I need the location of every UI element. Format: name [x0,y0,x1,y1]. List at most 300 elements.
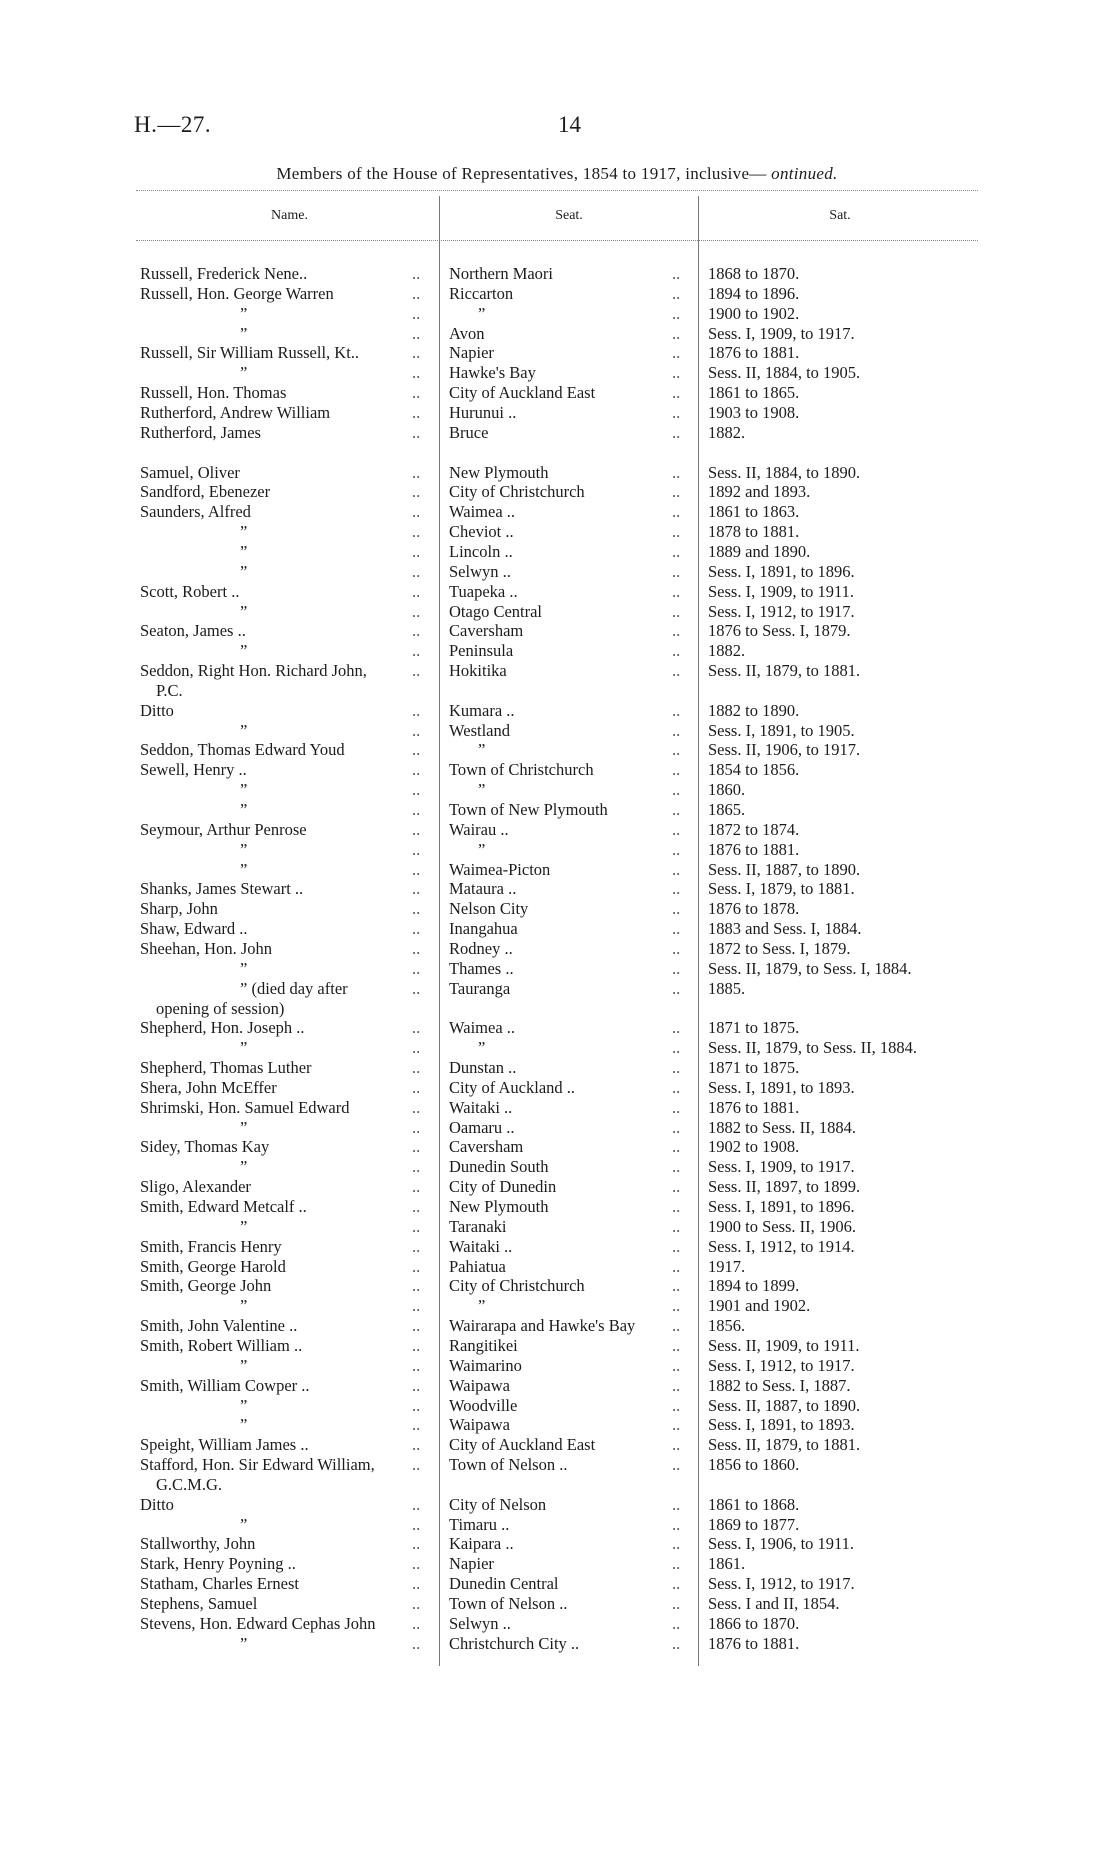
sat-cell: Sess. II, 1879, to Sess. II, 1884. [708,1038,917,1058]
leader-dots: .. [412,839,421,859]
seat-cell: Waimea-Picton [449,859,551,879]
member-name-cell: Shanks, James Stewart .. [140,879,304,899]
leader-dots: .. [672,1236,681,1256]
sat-cell: 1856. [708,1316,746,1336]
seat-cell: Town of Christchurch [449,760,594,780]
sat-cell: 1861 to 1863. [708,502,800,522]
leader-dots: .. [412,760,421,780]
leader-dots: .. [412,1157,421,1177]
leader-dots: .. [672,978,681,998]
leader-dots: .. [412,1455,421,1474]
leader-dots: .. [672,264,681,283]
seat-cell: Waimea .. [449,1018,516,1038]
leader-dots: .. [412,899,421,919]
leader-dots: .. [672,1077,681,1097]
sat-cell: 1902 to 1908. [708,1137,800,1157]
seat-cell: Otago Central [449,601,543,621]
sat-cell: Sess. I, 1912, to 1917. [708,1355,855,1375]
member-name-cell: Shepherd, Thomas Luther [140,1058,312,1077]
sat-cell: Sess. I, 1912, to 1914. [708,1236,855,1256]
sat-cell: 1882 to 1890. [708,700,800,720]
leader-dots: .. [412,1375,421,1395]
leader-dots: .. [412,1137,421,1157]
member-name-cell: Sligo, Alexander [140,1177,251,1197]
seat-cell: Hurunui .. [449,403,517,422]
leader-dots: .. [672,700,681,720]
leader-dots: .. [412,343,421,363]
leader-dots: .. [412,978,421,998]
member-name-cell: ” [240,323,248,343]
sat-cell: 1876 to 1881. [708,343,800,363]
sat-cell: Sess. I, 1909, to 1917. [708,1157,855,1177]
sat-cell: Sess. II, 1897, to 1899. [708,1177,861,1197]
leader-dots: .. [412,303,421,323]
member-name-cell: ” [240,1514,248,1534]
seat-cell: Rangitikei [449,1335,518,1355]
leader-dots: .. [412,1594,421,1613]
seat-cell: Dunedin South [449,1157,549,1177]
member-name-cell: Smith, William Cowper .. [140,1375,310,1395]
leader-dots: .. [412,1177,421,1197]
leader-dots: .. [672,462,681,482]
member-name-cell: Russell, Frederick Nene.. [140,264,308,283]
member-name-cell: ” [240,1395,248,1415]
member-name-cell: Smith, George John [140,1276,272,1296]
sat-cell: Sess. II, 1884, to 1890. [708,462,861,482]
sat-cell: Sess. II, 1909, to 1911. [708,1335,860,1355]
member-name-cell: Shepherd, Hon. Joseph .. [140,1018,305,1038]
member-name-cell: Saunders, Alfred [140,502,251,522]
sat-cell: 1882 to Sess. I, 1887. [708,1375,851,1395]
column-header-name: Name. [271,208,308,223]
leader-dots: .. [672,641,681,661]
sat-cell: 1871 to 1875. [708,1018,800,1038]
sat-cell: 1878 to 1881. [708,522,800,541]
seat-cell: Dunstan .. [449,1058,517,1077]
leader-dots: .. [672,283,681,303]
leader-dots: .. [412,720,421,740]
leader-dots: .. [412,1058,421,1077]
sat-cell: 1900 to Sess. II, 1906. [708,1216,857,1236]
member-name-cell: ” [240,839,248,859]
leader-dots: .. [672,1097,681,1117]
member-name-cell: ” [240,1355,248,1375]
leader-dots: .. [672,1613,681,1633]
leader-dots: .. [412,502,421,522]
leader-dots: .. [672,1197,681,1216]
sat-cell: 1882. [708,422,746,442]
seat-cell: City of Auckland East [449,1435,596,1455]
seat-cell: ” [478,740,486,760]
seat-cell: Woodville [449,1395,518,1415]
member-name-cell: ” [240,1038,248,1058]
sat-cell: 1900 to 1902. [708,303,800,323]
leader-dots: .. [672,303,681,323]
leader-dots: .. [412,363,421,383]
sat-cell: Sess. I, 1891, to 1896. [708,561,855,581]
sat-cell: 1871 to 1875. [708,1058,800,1077]
page-title [0,164,1114,184]
seat-cell: ” [478,780,486,800]
seat-cell: Pahiatua [449,1256,506,1276]
leader-dots: .. [412,1216,421,1236]
leader-dots: .. [672,1574,681,1594]
leader-dots: .. [412,819,421,839]
leader-dots: .. [672,760,681,780]
sat-cell: Sess. I, 1891, to 1893. [708,1077,855,1097]
leader-dots: .. [412,283,421,303]
member-name-cell: Russell, Hon. George Warren [140,283,334,303]
leader-dots: .. [672,1534,681,1554]
leader-dots: .. [672,720,681,740]
leader-dots: .. [412,1514,421,1534]
leader-dots: .. [412,1038,421,1058]
leader-dots: .. [412,1276,421,1296]
leader-dots: .. [412,1395,421,1415]
leader-dots: .. [412,323,421,343]
sat-cell: 1901 and 1902. [708,1296,811,1316]
seat-cell: New Plymouth [449,462,549,482]
leader-dots: .. [672,343,681,363]
member-name-cell: ” [240,1415,248,1435]
leader-dots: .. [412,800,421,819]
member-name-cell: Russell, Hon. Thomas [140,383,287,403]
leader-dots: .. [412,1355,421,1375]
leader-dots: .. [412,1494,421,1514]
sat-cell: 1861 to 1868. [708,1494,800,1514]
seat-cell: Thames .. [449,958,514,978]
member-name-cell: Rutherford, Andrew William [140,403,331,422]
leader-dots: .. [672,1355,681,1375]
leader-dots: .. [412,1236,421,1256]
leader-dots: .. [672,1058,681,1077]
column-header-sat: Sat. [829,208,851,223]
sat-cell: 1861. [708,1554,746,1574]
member-name-cell: Seddon, Thomas Edward Youd [140,740,345,760]
leader-dots: .. [672,1018,681,1038]
sat-cell: 1917. [708,1256,746,1276]
member-name-cell: Sewell, Henry .. [140,760,247,780]
title-main: Members of the House of Representatives, 1854 to 1917, inclusive— [276,164,767,183]
leader-dots: .. [672,899,681,919]
leader-dots: .. [672,1395,681,1415]
sat-cell: Sess. I, 1909, to 1917. [708,323,855,343]
leader-dots: .. [412,1633,421,1653]
member-name-cell: Russell, Sir William Russell, Kt.. [140,343,360,363]
leader-dots: .. [672,1335,681,1355]
leader-dots: .. [672,800,681,819]
seat-cell: Waitaki .. [449,1236,513,1256]
leader-dots: .. [412,641,421,661]
sat-cell: 1876 to 1881. [708,1097,800,1117]
leader-dots: .. [412,700,421,720]
member-name-cell: opening of session) [156,998,285,1018]
seat-cell: Tuapeka .. [449,581,518,601]
member-name-cell: Stafford, Hon. Sir Edward William, [140,1455,375,1474]
leader-dots: .. [672,1415,681,1435]
sat-cell: 1865. [708,800,746,819]
seat-cell: Lincoln .. [449,541,513,561]
leader-dots: .. [412,541,421,561]
leader-dots: .. [672,1594,681,1613]
seat-cell: Inangahua [449,919,518,939]
leader-dots: .. [672,919,681,939]
member-name-cell: Statham, Charles Ernest [140,1574,300,1594]
member-name-cell: Smith, Francis Henry [140,1236,282,1256]
seat-cell: Waimarino [449,1355,522,1375]
leader-dots: .. [672,1316,681,1336]
member-name-cell: ” [240,1296,248,1316]
seat-cell: Bruce [449,422,489,442]
seat-cell: Caversham [449,1137,524,1157]
member-name-cell: Stephens, Samuel [140,1594,258,1613]
leader-dots: .. [672,323,681,343]
sat-cell: 1876 to Sess. I, 1879. [708,621,851,641]
leader-dots: .. [672,859,681,879]
member-name-cell: ” [240,1157,248,1177]
leader-dots: .. [672,740,681,760]
seat-cell: Rodney .. [449,938,513,958]
leader-dots: .. [672,422,681,442]
sat-cell: 1894 to 1896. [708,283,800,303]
member-name-cell: Seddon, Right Hon. Richard John, [140,661,367,680]
sat-cell: 1868 to 1870. [708,264,800,283]
leader-dots: .. [672,383,681,403]
leader-dots: .. [412,661,421,680]
sat-cell: 1892 and 1893. [708,482,811,502]
member-name-cell: ” (died day after [240,978,348,998]
member-name-cell: Ditto [140,700,174,720]
sat-cell: 1869 to 1877. [708,1514,800,1534]
leader-dots: .. [672,581,681,601]
leader-dots: .. [672,1256,681,1276]
member-name-cell: Rutherford, James [140,422,261,442]
leader-dots: .. [412,482,421,502]
sat-cell: 1882 to Sess. II, 1884. [708,1117,857,1137]
member-name-cell: ” [240,522,248,541]
leader-dots: .. [672,1375,681,1395]
member-name-cell: Smith, Robert William .. [140,1335,303,1355]
seat-cell: Oamaru .. [449,1117,515,1137]
member-name-cell: Ditto [140,1494,174,1514]
member-name-cell: Sidey, Thomas Kay [140,1137,270,1157]
seat-cell: Town of Nelson .. [449,1455,568,1474]
header-bottom-rule [136,240,978,241]
sat-cell: 1876 to 1881. [708,1633,800,1653]
header-top-rule [136,190,978,191]
leader-dots: .. [412,1554,421,1574]
member-name-cell: ” [240,720,248,740]
sat-cell: Sess. I, 1909, to 1911. [708,581,855,601]
member-name-cell: ” [240,800,248,819]
seat-cell: Christchurch City .. [449,1633,580,1653]
leader-dots: .. [672,522,681,541]
member-name-cell: ” [240,1216,248,1236]
member-name-cell: ” [240,1633,248,1653]
sat-cell: Sess. I, 1891, to 1896. [708,1197,855,1216]
sat-cell: Sess. I, 1912, to 1917. [708,601,855,621]
member-name-cell: Sharp, John [140,899,218,919]
leader-dots: .. [672,403,681,422]
seat-cell: Waimea .. [449,502,516,522]
leader-dots: .. [412,1613,421,1633]
leader-dots: .. [412,1117,421,1137]
member-name-cell: ” [240,303,248,323]
seat-cell: ” [478,839,486,859]
leader-dots: .. [412,1316,421,1336]
member-name-cell: ” [240,1117,248,1137]
sat-cell: 1876 to 1881. [708,839,800,859]
leader-dots: .. [412,522,421,541]
leader-dots: .. [672,1494,681,1514]
seat-cell: City of Auckland East [449,383,596,403]
seat-cell: Town of New Plymouth [449,800,608,819]
sat-cell: Sess. I and II, 1854. [708,1594,840,1613]
leader-dots: .. [672,819,681,839]
leader-dots: .. [412,561,421,581]
seat-cell: City of Nelson [449,1494,547,1514]
member-name-cell: Seymour, Arthur Penrose [140,819,307,839]
leader-dots: .. [412,1256,421,1276]
member-name-cell: Smith, Edward Metcalf .. [140,1197,307,1216]
seat-cell: City of Dunedin [449,1177,557,1197]
seat-cell: ” [478,1296,486,1316]
leader-dots: .. [412,780,421,800]
seat-cell: City of Auckland .. [449,1077,576,1097]
sat-cell: Sess. I, 1912, to 1917. [708,1574,855,1594]
seat-cell: Nelson City [449,899,529,919]
sat-cell: 1856 to 1860. [708,1455,800,1474]
sat-cell: Sess. I, 1891, to 1905. [708,720,855,740]
member-name-cell: Sheehan, Hon. John [140,938,272,958]
leader-dots: .. [412,1097,421,1117]
leader-dots: .. [672,1554,681,1574]
sat-cell: Sess. II, 1887, to 1890. [708,859,861,879]
seat-cell: Napier [449,1554,494,1574]
seat-cell: Riccarton [449,283,514,303]
member-name-cell: Scott, Robert .. [140,581,240,601]
seat-cell: Waipawa [449,1375,510,1395]
sat-cell: 1860. [708,780,746,800]
sat-cell: 1894 to 1899. [708,1276,800,1296]
sat-cell: 1885. [708,978,746,998]
seat-cell: Wairau .. [449,819,509,839]
leader-dots: .. [672,621,681,641]
leader-dots: .. [412,958,421,978]
sat-cell: Sess. II, 1884, to 1905. [708,363,861,383]
seat-cell: Caversham [449,621,524,641]
seat-cell: Selwyn .. [449,561,511,581]
leader-dots: .. [672,601,681,621]
seat-cell: Town of Nelson .. [449,1594,568,1613]
leader-dots: .. [412,1534,421,1554]
member-name-cell: Stallworthy, John [140,1534,256,1554]
member-name-cell: ” [240,780,248,800]
leader-dots: .. [672,1455,681,1474]
sat-cell: Sess. I, 1879, to 1881. [708,879,855,899]
seat-cell: Avon [449,323,485,343]
sat-cell: 1872 to 1874. [708,819,800,839]
member-name-cell: Sandford, Ebenezer [140,482,271,502]
leader-dots: .. [412,1574,421,1594]
seat-cell: Hokitika [449,661,507,680]
title-continued: ontinued. [771,164,838,183]
member-name-cell: ” [240,601,248,621]
sat-cell: Sess. I, 1906, to 1911. [708,1534,855,1554]
column-divider-2 [698,196,699,1666]
leader-dots: .. [412,422,421,442]
seat-cell: City of Christchurch [449,1276,585,1296]
member-name-cell: Samuel, Oliver [140,462,240,482]
leader-dots: .. [412,601,421,621]
sat-cell: 1876 to 1878. [708,899,800,919]
leader-dots: .. [672,879,681,899]
member-name-cell: ” [240,958,248,978]
sat-cell: 1861 to 1865. [708,383,800,403]
seat-cell: Selwyn .. [449,1613,511,1633]
member-name-cell: Speight, William James .. [140,1435,309,1455]
leader-dots: .. [412,581,421,601]
leader-dots: .. [412,1018,421,1038]
leader-dots: .. [672,1157,681,1177]
leader-dots: .. [412,1335,421,1355]
member-name-cell: Smith, John Valentine .. [140,1316,298,1336]
sat-cell: Sess. II, 1887, to 1890. [708,1395,861,1415]
seat-cell: ” [478,303,486,323]
member-name-cell: ” [240,859,248,879]
page-number: 14 [558,112,581,137]
member-name-cell: P.C. [156,680,183,700]
seat-cell: Waitaki .. [449,1097,513,1117]
member-name-cell: Seaton, James .. [140,621,246,641]
leader-dots: .. [672,1038,681,1058]
leader-dots: .. [412,383,421,403]
seat-cell: Napier [449,343,494,363]
leader-dots: .. [672,363,681,383]
leader-dots: .. [672,541,681,561]
member-name-cell: G.C.M.G. [156,1474,223,1494]
leader-dots: .. [672,958,681,978]
seat-cell: New Plymouth [449,1197,549,1216]
leader-dots: .. [412,938,421,958]
leader-dots: .. [412,1415,421,1435]
seat-cell: Westland [449,720,510,740]
leader-dots: .. [672,661,681,680]
leader-dots: .. [412,740,421,760]
seat-cell: Tauranga [449,978,511,998]
leader-dots: .. [672,502,681,522]
seat-cell: Peninsula [449,641,514,661]
sat-cell: Sess. II, 1879, to Sess. I, 1884. [708,958,912,978]
column-header-seat: Seat. [555,208,583,223]
sat-cell: 1866 to 1870. [708,1613,800,1633]
leader-dots: .. [412,403,421,422]
seat-cell: Waipawa [449,1415,510,1435]
seat-cell: Timaru .. [449,1514,510,1534]
member-name-cell: ” [240,363,248,383]
member-name-cell: Shera, John McEffer [140,1077,277,1097]
leader-dots: .. [412,1296,421,1316]
leader-dots: .. [412,462,421,482]
seat-cell: ” [478,1038,486,1058]
leader-dots: .. [672,1514,681,1534]
sat-cell: Sess. I, 1891, to 1893. [708,1415,855,1435]
member-name-cell: Stark, Henry Poyning .. [140,1554,296,1574]
member-name-cell: ” [240,561,248,581]
seat-cell: City of Christchurch [449,482,585,502]
sat-cell: 1903 to 1908. [708,403,800,422]
seat-cell: Mataura .. [449,879,517,899]
